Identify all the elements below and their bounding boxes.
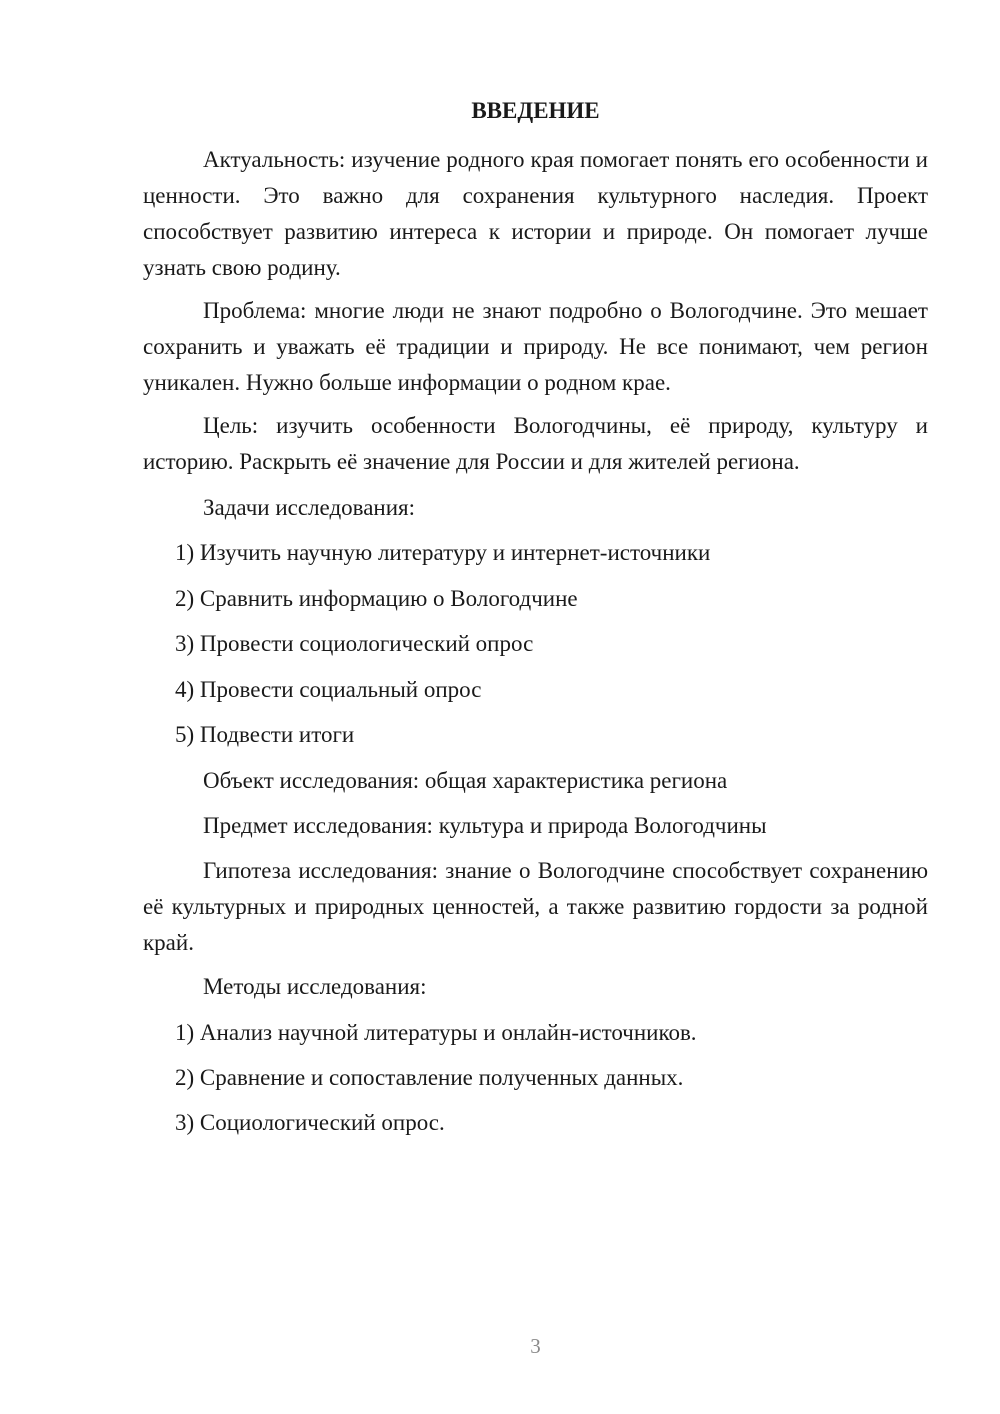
- method-item: 3) Социологический опрос.: [175, 1110, 445, 1135]
- research-object: Объект исследования: общая характеристика региона: [203, 768, 728, 793]
- page-number: 3: [530, 1334, 541, 1358]
- tasks-heading: Задачи исследования:: [203, 495, 416, 520]
- methods-heading: Методы исследования:: [203, 974, 427, 999]
- hypothesis-paragraph: Гипотеза исследования: знание о Вологодчине способствует сохранению её культурных и природных ценностей, а также развитию гордости за родной край.: [143, 858, 928, 955]
- goal-paragraph: Цель: изучить особенности Вологодчины, её природу, культуру и историю. Раскрыть её значение для России и для жителей региона.: [143, 413, 928, 474]
- method-item: 2) Сравнение и сопоставление полученных данных.: [175, 1065, 684, 1090]
- document-page: [143, 0, 928, 1414]
- task-item: 3) Провести социологический опрос: [175, 631, 534, 656]
- problem-paragraph: Проблема: многие люди не знают подробно о Вологодчине. Это мешает сохранить и уважать её традиции и природу. Не все понимают, чем регион уникален. Нужно больше информации о родном крае.: [143, 298, 928, 395]
- page-title: ВВЕДЕНИЕ: [471, 98, 600, 123]
- task-item: 1) Изучить научную литературу и интернет-источники: [175, 540, 711, 565]
- method-item: 1) Анализ научной литературы и онлайн-источников.: [175, 1020, 697, 1045]
- research-subject: Предмет исследования: культура и природа Вологодчины: [203, 813, 767, 838]
- task-item: 4) Провести социальный опрос: [175, 677, 482, 702]
- task-item: 5) Подвести итоги: [175, 722, 355, 747]
- task-item: 2) Сравнить информацию о Вологодчине: [175, 586, 578, 611]
- relevance-paragraph: Актуальность: изучение родного края помогает понять его особенности и ценности. Это важно для сохранения культурного наследия. Проект способствует развитию интереса к истории и природе. Он помогает лучше узнать свою родину.: [143, 147, 928, 280]
